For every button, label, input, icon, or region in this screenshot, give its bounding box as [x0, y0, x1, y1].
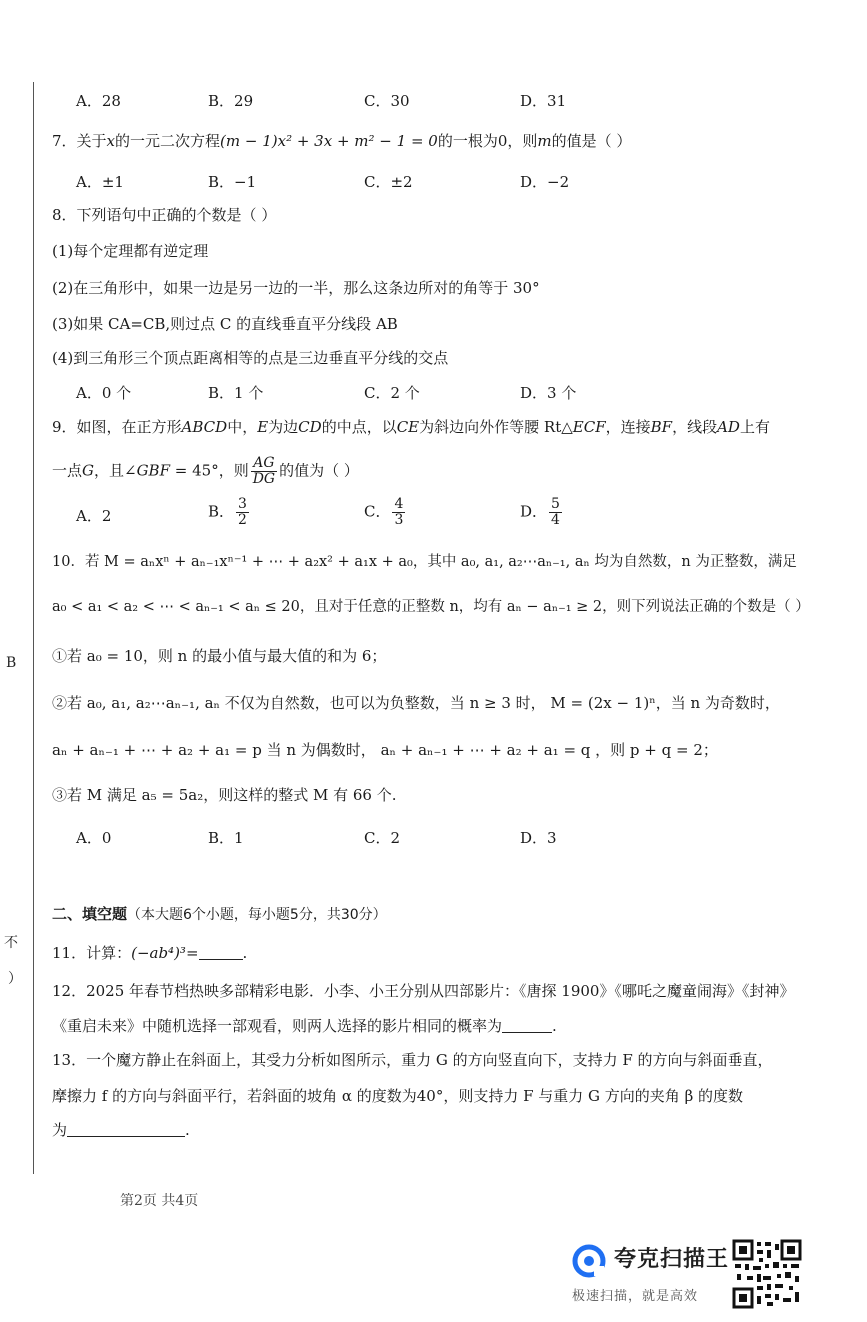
margin-mark-bu: 不 [4, 935, 18, 951]
binding-margin-line [33, 82, 34, 1174]
q10-statement-2: ②若 a₀, a₁, a₂⋯aₙ₋₁, aₙ 不仅为自然数，也可以为负整数，当 n ≥ 3 时， M = (2x − 1)ⁿ，当 n 为奇数时， [52, 694, 780, 712]
q10-statement-3: ③若 M 满足 a₅ = 5a₂，则这样的整式 M 有 66 个. [52, 786, 397, 804]
q8-option-d: D．3 个 [520, 384, 577, 402]
section-2-heading: 二、填空题（本大题6个小题，每小题5分，共30分） [52, 905, 387, 923]
q9-option-b: B． $\frac{3}{2}$ [208, 496, 247, 528]
margin-mark-paren: ） [8, 971, 22, 987]
q12-answer-blank [502, 1032, 552, 1033]
q9-option-c: C． $\frac{4}{3}$ [364, 496, 404, 528]
q13-stem-line-2: 摩擦力 f 的方向与斜面平行，若斜面的坡角 α 的度数为40°，则支持力 F 与重力 G 方向的夹角 β 的度数 [52, 1087, 744, 1105]
q6-option-b: B．29 [208, 92, 254, 110]
q8-option-c: C．2 个 [364, 384, 420, 402]
q10-option-a: A．0 [76, 829, 112, 847]
watermark-slogan: 极速扫描，就是高效 [572, 1289, 699, 1304]
qr-code-icon [733, 1240, 801, 1308]
watermark-brand: 夸克扫描王 [614, 1247, 730, 1272]
q12-stem-line-1: 12．2025 年春节档热映多部精彩电影．小李、小王分别从四部影片：《唐探 1900》《哪吒之魔童闹海》《封神》 [52, 982, 795, 1000]
q7-option-c: C．±2 [364, 173, 413, 191]
q8-statement-3: (3)如果 CA=CB,则过点 C 的直线垂直平分线段 AB [52, 315, 398, 333]
q9-option-a: A．2 [76, 507, 112, 525]
q13-stem-line-3: 为 . [52, 1121, 190, 1139]
q11-stem: 11．计算：(−ab⁴)³= . [52, 944, 248, 962]
q10-stem-line-1: 10．若 M = aₙxⁿ + aₙ₋₁xⁿ⁻¹ + ⋯ + a₂x² + a₁x + a₀，其中 a₀, a₁, a₂⋯aₙ₋₁, aₙ 均为自然数，n 为正整数，满足 [52, 554, 797, 570]
q10-statement-1: ①若 a₀ = 10，则 n 的最小值与最大值的和为 6； [52, 647, 387, 665]
q7-option-a: A．±1 [76, 173, 124, 191]
q9-stem-line-1: 9．如图，在正方形ABCD中，E为边CD的中点，以CE为斜边向外作等腰 Rt△ECF，连接BF，线段AD上有 [52, 418, 770, 436]
q10-stem-line-2: a₀ < a₁ < a₂ < ⋯ < aₙ₋₁ < aₙ ≤ 20，且对于任意的正整数 n，均有 aₙ − aₙ₋₁ ≥ 2，则下列说法正确的个数是（ ） [52, 599, 810, 615]
q13-stem-line-1: 13．一个魔方静止在斜面上，其受力分析如图所示，重力 G 的方向竖直向下，支持力 F 的方向与斜面垂直， [52, 1051, 773, 1069]
q8-statement-4: (4)到三角形三个顶点距离相等的点是三边垂直平分线的交点 [52, 349, 449, 367]
q7-stem: 7．关于x的一元二次方程(m − 1)x² + 3x + m² − 1 = 0的一根为0，则m的值是（ ） [52, 132, 632, 150]
q10-option-c: C．2 [364, 829, 401, 847]
q11-answer-blank [199, 959, 243, 960]
q7-option-b: B．−1 [208, 173, 257, 191]
q10-option-d: D．3 [520, 829, 557, 847]
q10-option-b: B．1 [208, 829, 244, 847]
q7-option-d: D．−2 [520, 173, 570, 191]
q8-stem: 8．下列语句中正确的个数是（ ） [52, 206, 277, 224]
q9-fraction: $\frac{AG}{DG}$ [252, 455, 276, 487]
margin-mark-b: B [6, 655, 17, 671]
q9-stem-line-2: 一点G，且∠GBF = 45°，则 $\frac{AG}{DG}$ 的值为（ ） [52, 455, 359, 487]
quark-logo-icon [572, 1244, 606, 1278]
q6-option-d: D．31 [520, 92, 567, 110]
q6-option-a: A．28 [76, 92, 121, 110]
q12-stem-line-2: 《重启未来》中随机选择一部观看，则两人选择的影片相同的概率为 . [52, 1017, 557, 1035]
page-footer-partial: 第2页 共4页 [120, 1193, 199, 1209]
q13-answer-blank [67, 1136, 185, 1137]
q8-statement-1: (1)每个定理都有逆定理 [52, 242, 209, 260]
q8-option-b: B．1 个 [208, 384, 264, 402]
q8-statement-2: (2)在三角形中，如果一边是另一边的一半，那么这条边所对的角等于 30° [52, 279, 540, 297]
q9-option-d: D． $\frac{5}{4}$ [520, 496, 560, 528]
q6-option-c: C．30 [364, 92, 410, 110]
q10-statement-2-cont: aₙ + aₙ₋₁ + ⋯ + a₂ + a₁ = p 当 n 为偶数时， aₙ + aₙ₋₁ + ⋯ + a₂ + a₁ = q ，则 p + q = 2； [52, 741, 718, 759]
q8-option-a: A．0 个 [76, 384, 132, 402]
